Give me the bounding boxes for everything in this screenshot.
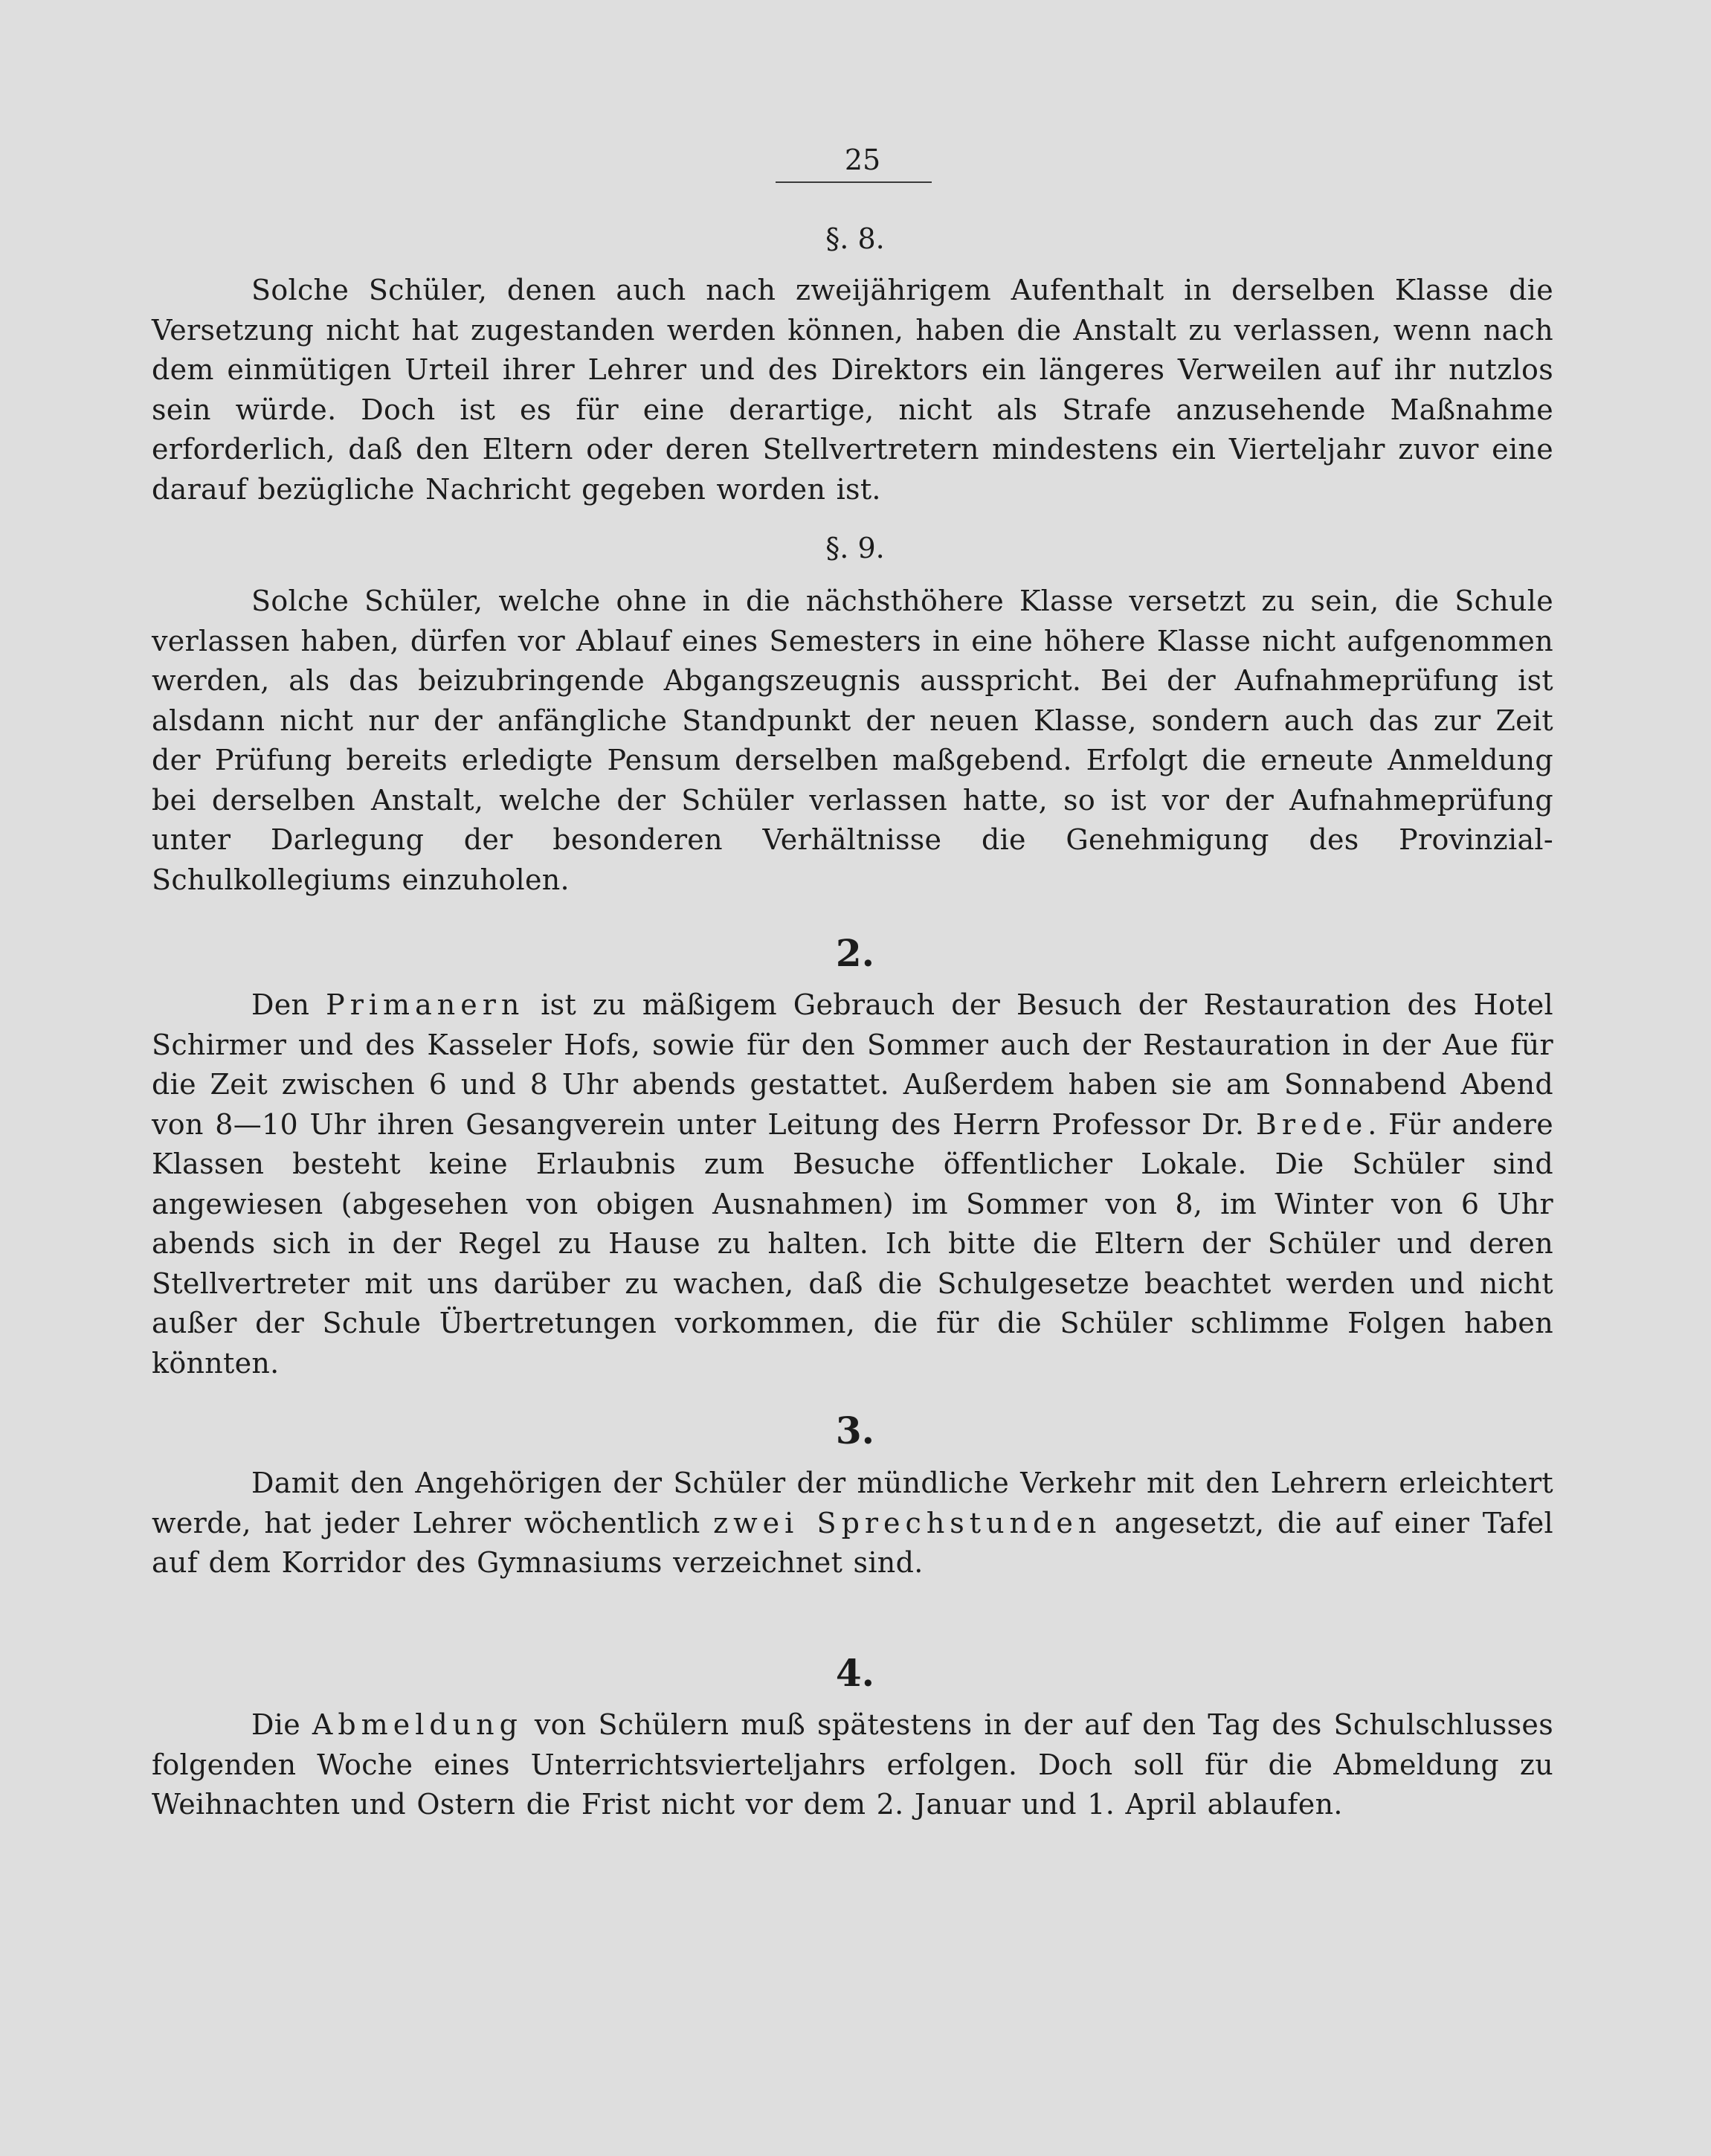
- spaced-emphasis-text: Abmeldung: [312, 1708, 523, 1741]
- paragraph-text: Solche Schüler, welche ohne in die nächsthöhere Klasse versetzt zu sein, die Schule verlassen haben, dürfen vor Ablauf eines Semesters in eine höhere Klasse nicht aufgenommen werden, als das beizubringende Abgangszeugnis ausspricht. Bei der Aufnahmeprüfung ist alsdann nicht nur der anfängliche Standpunkt der neuen Klasse, sondern auch das zur Zeit der Prüfung bereits erledigte Pensum derselben maßgebend. Erfolgt die erneute Anmeldung bei derselben Anstalt, welche der Schüler verlassen hatte, so ist vor der Aufnahmeprüfung unter Darlegung der besonderen Verhältnisse die Genehmigung des Provinzial-Schulkollegiums einzuholen.: [152, 585, 1553, 896]
- page-number: 25: [844, 144, 881, 176]
- section-heading-9: §. 9.: [825, 532, 885, 564]
- section-3-paragraph: [152, 1464, 1553, 1583]
- paragraph-text: Damit den Angehörigen der Schüler der mündliche Verkehr mit den Lehrern erleichtert werde, hat jeder Lehrer wöchentlich: [152, 1467, 1553, 1539]
- section-heading-4: 4.: [835, 1651, 875, 1695]
- section-2-paragraph: [152, 985, 1553, 1383]
- paragraph-text: ist zu mäßigem Gebrauch der Besuch der Restauration des Hotel Schirmer und des Kasseler Hofs, sowie für den Sommer auch der Restauration in der Aue für die Zeit zwischen 6 und 8 Uhr abends gestattet. Außerdem haben sie am Sonnabend Abend von 8—10 Uhr ihren Gesangverein unter Leitung des Herrn Professor Dr.: [152, 988, 1553, 1141]
- section-8-paragraph: [152, 271, 1553, 509]
- paragraph-text: Solche Schüler, denen auch nach zweijährigem Aufenthalt in derselben Klasse die Versetzung nicht hat zugestanden werden können, haben die Anstalt zu verlassen, wenn nach dem einmütigen Urteil ihrer Lehrer und des Direktors ein längeres Verweilen auf ihr nutzlos sein würde. Doch ist es für eine derartige, nicht als Strafe anzusehende Maßnahme erforderlich, daß den Eltern oder deren Stellvertretern mindestens ein Vierteljahr zuvor eine darauf bezügliche Nachricht gegeben worden ist.: [152, 274, 1553, 506]
- section-heading-8: §. 8.: [825, 222, 885, 255]
- paragraph-text: angesetzt, die auf einer Tafel auf dem Korridor des Gymnasiums verzeichnet sind.: [152, 1506, 1553, 1579]
- section-9-paragraph: [152, 582, 1553, 900]
- section-heading-2: 2.: [835, 931, 875, 975]
- paragraph-text: Den: [251, 988, 326, 1021]
- section-2-body: [152, 985, 1553, 1383]
- section-4-paragraph: [152, 1705, 1553, 1825]
- section-9-body: [152, 582, 1553, 900]
- section-3-body: [152, 1464, 1553, 1583]
- spaced-emphasis-text: zwei Sprechstunden: [713, 1506, 1102, 1539]
- spaced-emphasis-text: Primanern: [326, 988, 525, 1021]
- paragraph-text: . Für andere Klassen besteht keine Erlaubnis zum Besuche öffentlicher Lokale. Die Schüler sind angewiesen (abgesehen von obigen Ausnahmen) im Sommer von 8, im Winter von 6 Uhr abends sich in der Regel zu Hause zu halten. Ich bitte die Eltern der Schüler und deren Stellvertreter mit uns darüber zu wachen, daß die Schulgesetze beachtet werden und nicht außer der Schule Übertretungen vorkommen, die für die Schüler schlimme Folgen haben könnten.: [152, 1107, 1553, 1380]
- paragraph-text: von Schülern muß spätestens in der auf den Tag des Schulschlusses folgenden Woche eines Unterrichtsvierteljahrs erfolgen. Doch soll für die Abmeldung zu Weihnachten und Ostern die Frist nicht vor dem 2. Januar und 1. April ablaufen.: [152, 1708, 1554, 1821]
- paragraph-text: Die: [251, 1708, 312, 1741]
- page-number-rule: [776, 181, 932, 183]
- section-8-body: [152, 271, 1553, 509]
- section-4-body: [152, 1705, 1553, 1825]
- spaced-emphasis-text: Brede: [1255, 1107, 1368, 1141]
- section-heading-3: 3.: [835, 1409, 875, 1452]
